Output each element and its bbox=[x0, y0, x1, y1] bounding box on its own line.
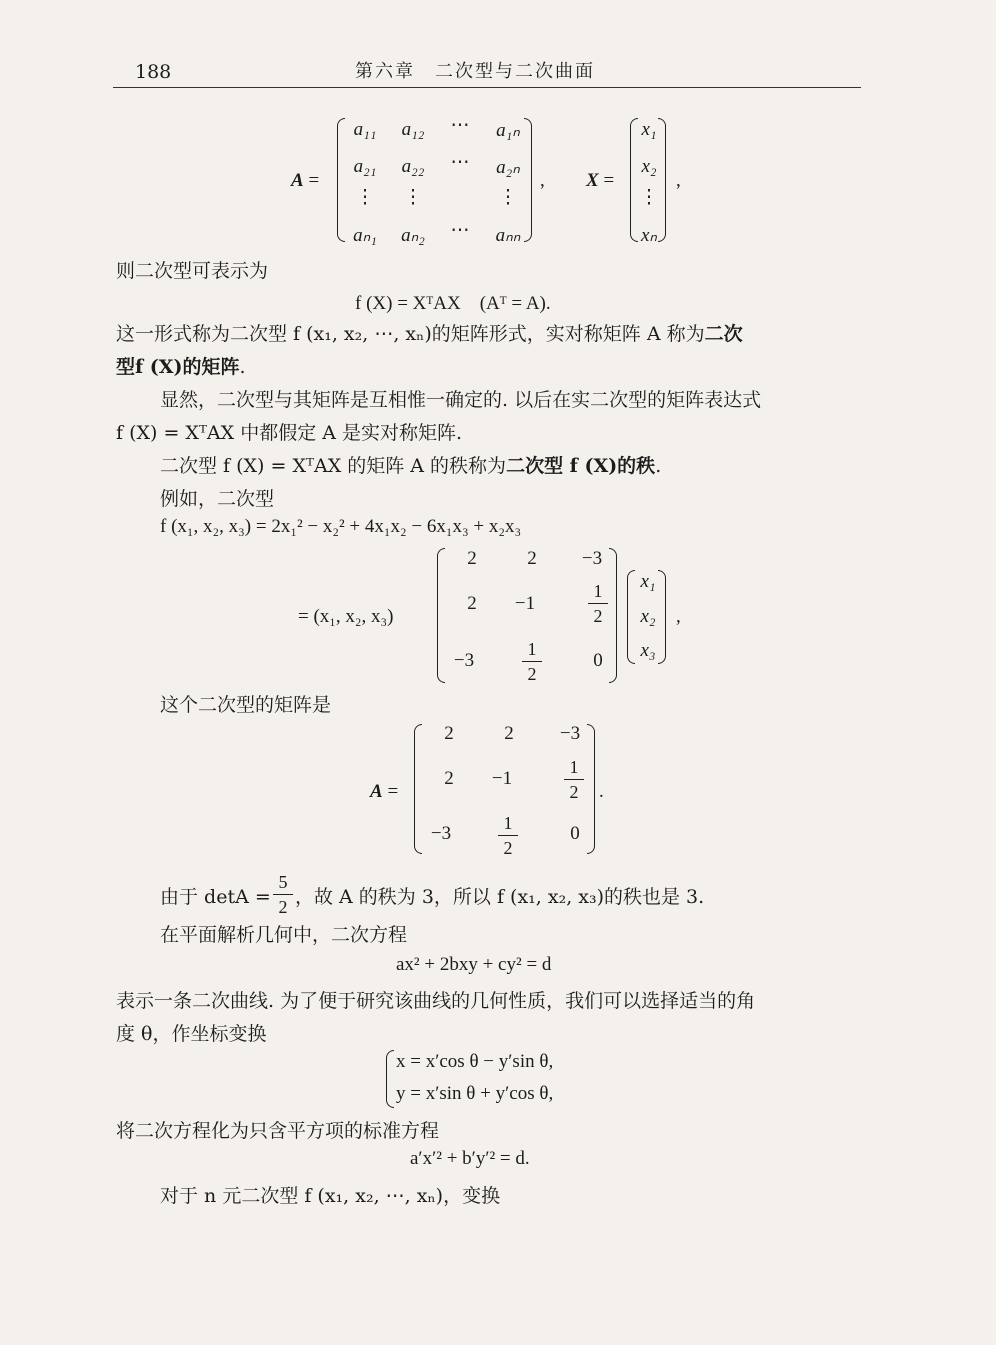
matrix-cell: a₁ₙ bbox=[496, 120, 520, 141]
matrix-cell: a₁₁ bbox=[353, 119, 377, 140]
vector-cell: x₂ bbox=[641, 156, 657, 177]
paragraph: 度 θ，作坐标变换 bbox=[116, 1023, 267, 1045]
vector-cell: x₁ bbox=[641, 119, 657, 140]
matrix-cell: ⋯ bbox=[450, 115, 470, 136]
paragraph: f (X) = XᵀAX 中都假定 A 是实对称矩阵. bbox=[116, 422, 463, 444]
matrix-cell: aₙ₂ bbox=[401, 225, 425, 246]
matrix-cell: a₂ₙ bbox=[496, 157, 520, 178]
matrix-cell: a₁₂ bbox=[401, 119, 425, 140]
comma: , bbox=[676, 170, 681, 191]
period: . bbox=[599, 781, 604, 802]
comma: , bbox=[676, 606, 681, 627]
matrix-cell: ⋮ bbox=[498, 187, 518, 208]
vector-cell: x₃ bbox=[640, 640, 656, 661]
paragraph: ，故 A 的秩为 3，所以 f (x₁, x₂, x₃)的秩也是 3. bbox=[295, 886, 705, 908]
vector-cell: xₙ bbox=[640, 225, 657, 246]
fraction-half: 1 2 bbox=[564, 756, 584, 803]
matrix-cell: a₂₂ bbox=[401, 156, 425, 177]
paragraph: 对于 n 元二次型 f (x₁, x₂, ⋯, xₙ)，变换 bbox=[160, 1185, 501, 1207]
chapter-title: 第六章 二次型与二次曲面 bbox=[355, 61, 595, 82]
matrix-cell: −3 bbox=[430, 823, 452, 844]
matrix-cell: 2 bbox=[467, 593, 477, 614]
page-number: 188 bbox=[135, 61, 172, 83]
comma: , bbox=[540, 170, 545, 191]
equation: y = x′sin θ + y′cos θ, bbox=[396, 1083, 554, 1104]
equation: x = x′cos θ − y′sin θ, bbox=[396, 1051, 554, 1072]
matrix-a-label: A = bbox=[291, 170, 320, 191]
equation-lhs: = (x₁, x₂, x₃) bbox=[298, 606, 394, 627]
paragraph: 这一形式称为二次型 f (x₁, x₂, ⋯, xₙ)的矩阵形式，实对称矩阵 A 称为二次 bbox=[116, 323, 743, 345]
matrix-cell: −1 bbox=[491, 768, 513, 789]
fraction-half: 1 2 bbox=[588, 580, 608, 627]
fraction-half: 1 2 bbox=[498, 812, 518, 859]
paragraph: 这个二次型的矩阵是 bbox=[160, 694, 332, 716]
matrix-cell: ⋮ bbox=[355, 187, 375, 208]
matrix-cell: aₙₙ bbox=[495, 225, 521, 246]
vector-cell: ⋮ bbox=[639, 187, 659, 208]
matrix-cell: 2 bbox=[444, 768, 454, 789]
equation: ax² + 2bxy + cy² = d bbox=[396, 954, 552, 975]
equation: a′x′² + b′y′² = d. bbox=[410, 1148, 530, 1169]
paragraph: 表示一条二次曲线. 为了便于研究该曲线的几何性质，我们可以选择适当的角 bbox=[116, 990, 756, 1012]
header-rule bbox=[113, 87, 861, 88]
matrix-a-left-paren bbox=[337, 118, 345, 242]
matrix-cell: 2 bbox=[467, 548, 477, 569]
matrix-cell: 0 bbox=[570, 823, 580, 844]
matrix-cell: a₂₁ bbox=[353, 156, 377, 177]
paragraph: 显然，二次型与其矩阵是互相惟一确定的. 以后在实二次型的矩阵表达式 bbox=[160, 389, 762, 411]
paragraph: 二次型 f (X) = XᵀAX 的矩阵 A 的秩称为二次型 f (X)的秩. bbox=[160, 455, 662, 477]
det-fraction: 5 2 bbox=[273, 871, 293, 918]
matrix-cell: 2 bbox=[527, 548, 537, 569]
paragraph: 例如，二次型 bbox=[160, 488, 275, 510]
matrix-cell: 2 bbox=[444, 723, 454, 744]
matrix-cell: −3 bbox=[559, 723, 581, 744]
system-brace bbox=[386, 1050, 394, 1108]
matrix-cell: 2 bbox=[504, 723, 514, 744]
fraction-half: 1 2 bbox=[522, 638, 542, 685]
paragraph: 型f (X)的矩阵. bbox=[116, 356, 246, 378]
equation: f (X) = XᵀAX (Aᵀ = A). bbox=[355, 293, 551, 314]
matrix-cell: ⋯ bbox=[450, 220, 470, 241]
matrix-a-label: A = bbox=[370, 781, 399, 802]
equation: f (x₁, x₂, x₃) = 2x₁² − x₂² + 4x₁x₂ − 6x₁x₃ + x₂x₃ bbox=[160, 516, 522, 537]
matrix-cell: 0 bbox=[593, 650, 603, 671]
vector-x-label: X = bbox=[586, 170, 615, 191]
matrix-cell: −3 bbox=[453, 650, 475, 671]
paragraph: 将二次方程化为只含平方项的标准方程 bbox=[116, 1120, 440, 1142]
vector-cell: x₁ bbox=[640, 571, 656, 592]
paragraph: 则二次型可表示为 bbox=[116, 260, 269, 282]
matrix-cell: ⋮ bbox=[403, 187, 423, 208]
matrix-cell: aₙ₁ bbox=[353, 225, 377, 246]
matrix-cell: ⋯ bbox=[450, 152, 470, 173]
vector-cell: x₂ bbox=[640, 606, 656, 627]
paragraph: 在平面解析几何中，二次方程 bbox=[160, 924, 408, 946]
paragraph: 由于 detA = bbox=[160, 886, 271, 908]
matrix-cell: −1 bbox=[514, 593, 536, 614]
matrix-cell: −3 bbox=[581, 548, 603, 569]
